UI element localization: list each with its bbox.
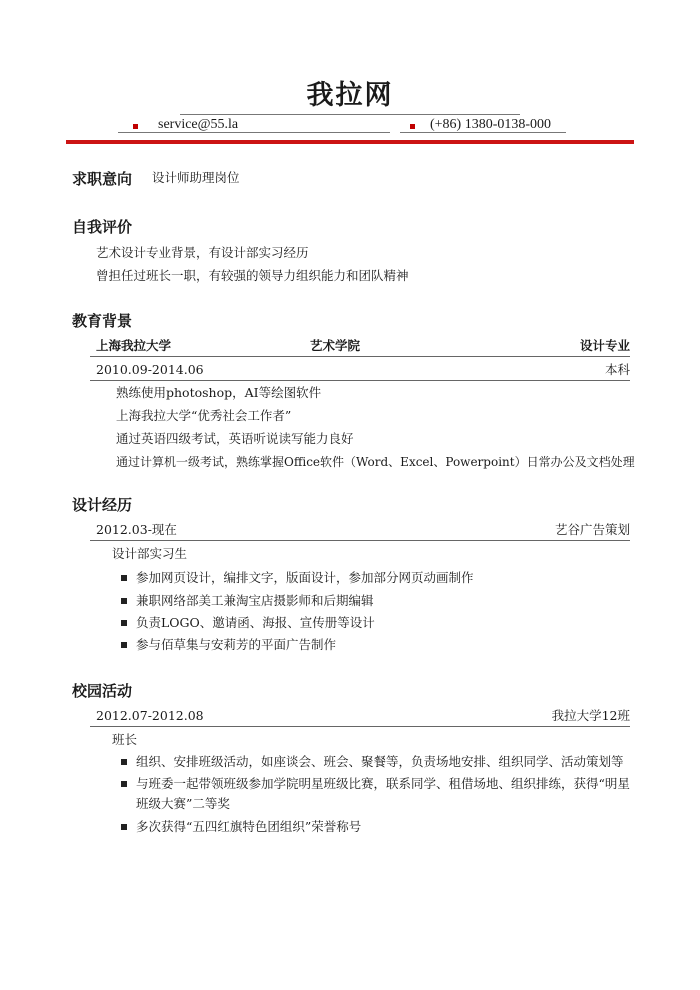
self-evaluation-title: 自我评价 (72, 218, 133, 236)
design-experience-rule (90, 540, 630, 541)
bullet-icon (121, 824, 127, 830)
bullet-icon (121, 642, 127, 648)
campus-rule (90, 726, 630, 727)
self-evaluation-line: 曾担任过班长一职，有较强的领导力组织能力和团队精神 (96, 268, 409, 283)
design-experience-role: 设计部实习生 (112, 546, 188, 561)
education-rule (90, 356, 630, 357)
campus-item: 与班委一起带领班级参加学院明星班级比赛，联系同学、租借场地、组织排练，获得“明星 (136, 776, 630, 791)
design-experience-company: 艺谷广告策划 (554, 522, 630, 537)
campus-item-continued: 班级大赛”二等奖 (136, 796, 230, 811)
job-intention-title: 求职意向 (72, 170, 133, 188)
education-detail: 熟练使用photoshop，AI等绘图软件 (116, 385, 322, 400)
education-school: 上海我拉大学 (96, 338, 172, 353)
design-experience-item: 参加网页设计，编排文字，版面设计，参加部分网页动画制作 (136, 570, 474, 585)
bullet-icon (121, 781, 127, 787)
contact-email: service@55.la (158, 117, 239, 132)
name-underline (180, 114, 520, 115)
phone-underline (400, 132, 566, 133)
design-experience-item: 兼职网络部美工兼淘宝店摄影师和后期编辑 (136, 593, 374, 608)
campus-org: 我拉大学12班 (551, 708, 630, 723)
education-college: 艺术学院 (310, 338, 361, 353)
phone-bullet-icon (410, 124, 415, 129)
email-underline (118, 132, 390, 133)
education-detail: 通过英语四级考试，英语听说读写能力良好 (116, 431, 354, 446)
education-title: 教育背景 (72, 312, 133, 330)
bullet-icon (121, 620, 127, 626)
campus-item: 组织、安排班级活动，如座谈会、班会、聚餐等，负责场地安排、组织同学、活动策划等 (136, 754, 624, 769)
campus-title: 校园活动 (72, 682, 133, 700)
design-experience-period: 2012.03-现在 (96, 522, 177, 537)
campus-role: 班长 (112, 732, 138, 747)
design-experience-item: 负责LOGO、邀请函、海报、宣传册等设计 (136, 615, 375, 630)
bullet-icon (121, 598, 127, 604)
bullet-icon (121, 575, 127, 581)
education-detail: 通过计算机一级考试，熟练掌握Office软件（Word、Excel、Powerpoint）日常办公及文档处理 (116, 455, 635, 469)
campus-period: 2012.07-2012.08 (96, 708, 204, 723)
self-evaluation-line: 艺术设计专业背景，有设计部实习经历 (96, 245, 309, 260)
contact-phone: (+86) 1380-0138-000 (430, 117, 552, 132)
email-bullet-icon (133, 124, 138, 129)
education-period: 2010.09-2014.06 (96, 362, 204, 377)
education-detail: 上海我拉大学“优秀社会工作者” (116, 408, 292, 423)
design-experience-item: 参与佰草集与安莉芳的平面广告制作 (136, 637, 337, 652)
design-experience-title: 设计经历 (72, 496, 133, 514)
resume-name: 我拉网 (306, 80, 394, 111)
job-intention-value: 设计师助理岗位 (152, 170, 240, 185)
education-major: 设计专业 (579, 338, 630, 353)
bullet-icon (121, 759, 127, 765)
education-rule (90, 380, 630, 381)
campus-item: 多次获得“五四红旗特色团组织”荣誉称号 (136, 819, 362, 834)
header-divider (66, 140, 634, 144)
education-degree: 本科 (604, 362, 630, 377)
